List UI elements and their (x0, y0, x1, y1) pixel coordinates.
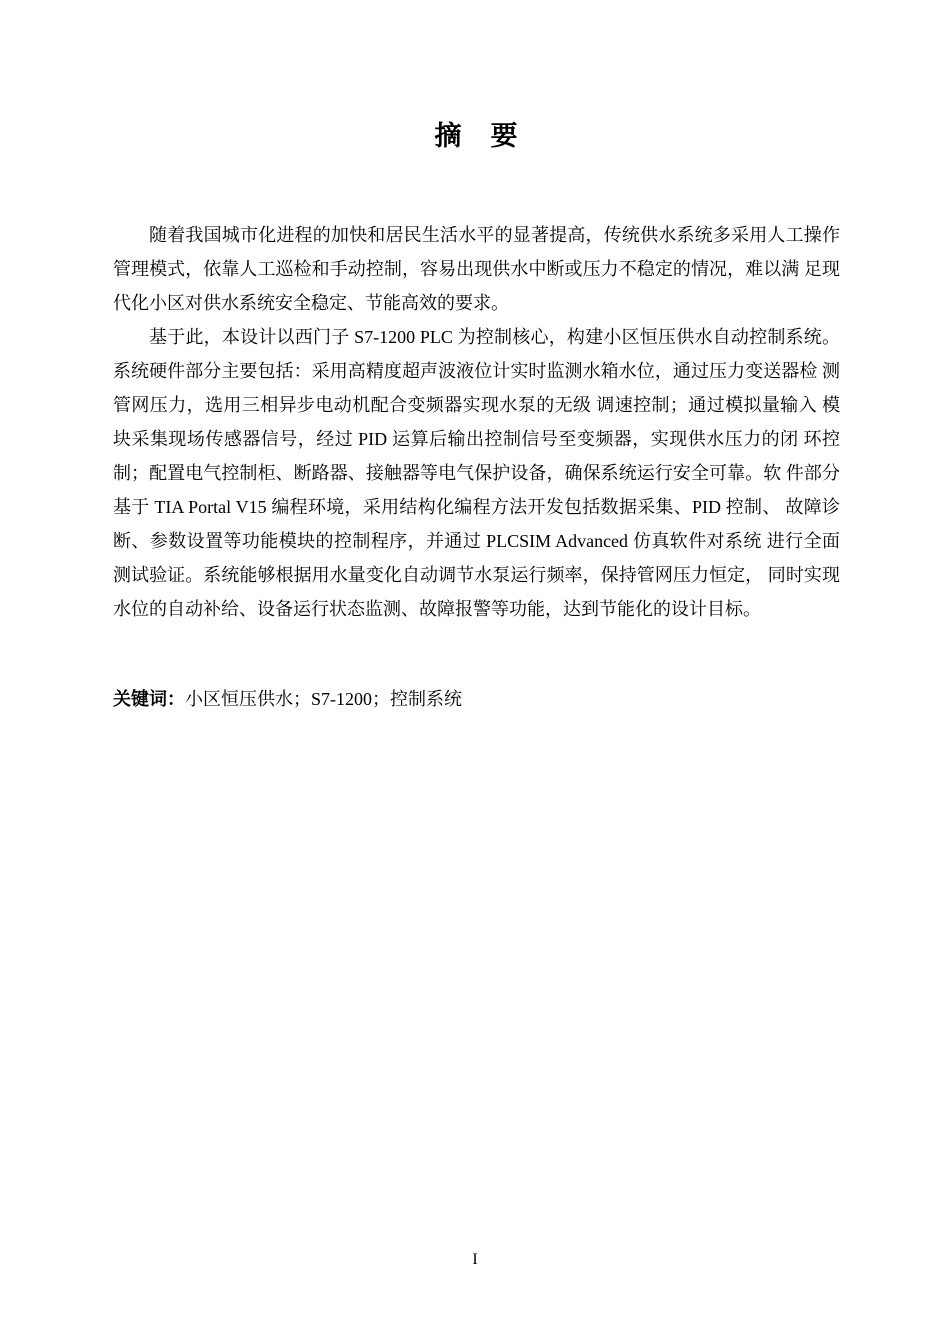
keywords-label: 关键词： (113, 689, 185, 709)
abstract-paragraph-2: 基于此，本设计以西门子 S7-1200 PLC 为控制核心，构建小区恒压供水自动控制系统。 系统硬件部分主要包括：采用高精度超声波液位计实时监测水箱水位，通过压力变送器检 测管网压力，选用三相异步电动机配合变频器实现水泵的无级 调速控制；通过模拟量输入 模块采集现场传感器信号，经过 PID 运算后输出控制信号至变频器，实现供水压力的闭 环控制；配置电气控制柜、断路器、接触器等电气保护设备，确保系统运行安全可靠。软 件部分基于 TIA Portal V15 编程环境，采用结构化编程方法开发包括数据采集、PID 控制、 故障诊断、参数设置等功能模块的控制程序，并通过 PLCSIM Advanced 仿真软件对系统 进行全面测试验证。系统能够根据用水量变化自动调节水泵运行频率，保持管网压力恒定， 同时实现水位的自动补给、设备运行状态监测、故障报警等功能，达到节能化的设计目标。 (113, 327, 840, 619)
abstract-paragraph-1: 随着我国城市化进程的加快和居民生活水平的显著提高，传统供水系统多采用人工操作管理模式，依靠人工巡检和手动控制，容易出现供水中断或压力不稳定的情况，难以满 足现代化小区对供水系统安全稳定、节能高效的要求。 (113, 225, 840, 313)
keywords-line (113, 682, 840, 716)
keywords-text: 小区恒压供水；S7-1200；控制系统 (185, 689, 463, 709)
abstract-title: 摘 要 (434, 121, 519, 151)
page-number: I (472, 1251, 478, 1268)
